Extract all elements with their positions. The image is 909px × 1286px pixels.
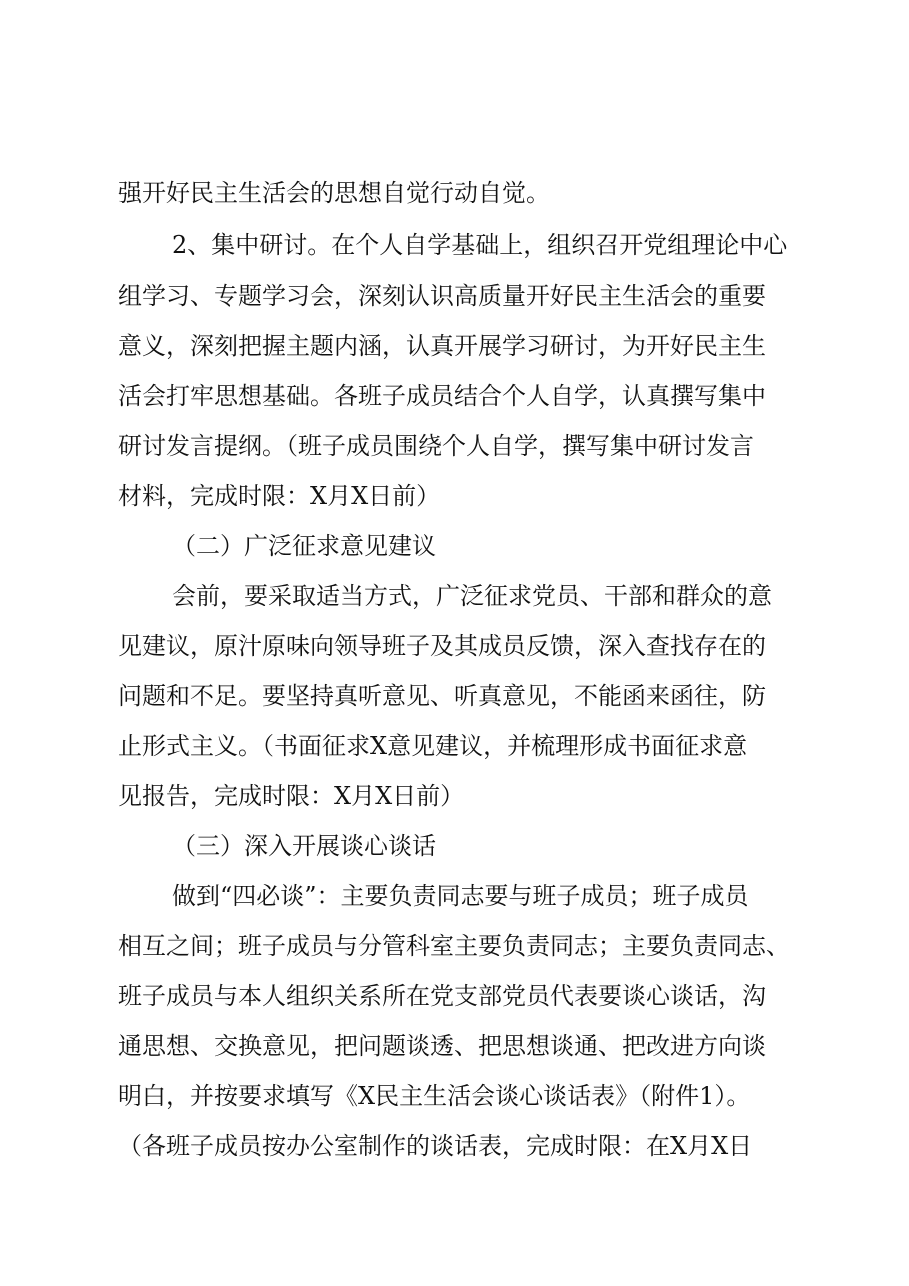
text-line (0, 1026, 909, 1066)
line-text: 组学习、专题学习会，深刻认识高质量开好民主生活会的重要 (118, 282, 766, 310)
text-line (0, 626, 909, 666)
text-line (0, 776, 909, 816)
text-line (0, 926, 909, 966)
text-line (0, 1076, 909, 1116)
text-line (0, 225, 909, 265)
text-line (0, 376, 909, 416)
line-text: 明白，并按要求填写《X民主生活会谈心谈话表》（附件1）。 (118, 1082, 751, 1110)
text-line (0, 426, 909, 466)
line-text: 2、集中研讨。在个人自学基础上，组织召开党组理论中心 (172, 231, 788, 259)
line-text: 会前，要采取适当方式，广泛征求党员、干部和群众的意 (172, 582, 772, 610)
line-text: 问题和不足。要坚持真听意见、听真意见，不能函来函往，防 (118, 682, 766, 710)
line-text: 通思想、交换意见，把问题谈透、把思想谈通、把改进方向谈 (118, 1032, 766, 1060)
heading-text: （二）广泛征求意见建议 (172, 532, 436, 560)
text-line (0, 326, 909, 366)
heading-text: （三）深入开展谈心谈话 (172, 832, 436, 860)
text-line (0, 173, 909, 213)
text-line (0, 1126, 909, 1166)
text-line (0, 276, 909, 316)
line-text: 材料，完成时限：X月X日前） (118, 482, 441, 510)
line-text: 相互之间；班子成员与分管科室主要负责同志；主要负责同志、 (118, 932, 790, 960)
line-text: 见建议，原汁原味向领导班子及其成员反馈，深入查找存在的 (118, 632, 766, 660)
line-text: 意义，深刻把握主题内涵，认真开展学习研讨，为开好民主生 (118, 332, 766, 360)
text-line (0, 576, 909, 616)
line-text: （各班子成员按办公室制作的谈话表，完成时限：在X月X日 (118, 1132, 753, 1160)
line-text: 研讨发言提纲。（班子成员围绕个人自学，撰写集中研讨发言 (118, 432, 754, 460)
line-text: 强开好民主生活会的思想自觉行动自觉。 (118, 179, 550, 207)
section-heading (0, 826, 909, 866)
section-heading (0, 526, 909, 566)
line-text: 止形式主义。（书面征求X意见建议，并梳理形成书面征求意 (118, 732, 748, 760)
line-text: 见报告，完成时限：X月X日前） (118, 782, 465, 810)
text-line (0, 726, 909, 766)
text-line (0, 676, 909, 716)
line-text: 活会打牢思想基础。各班子成员结合个人自学，认真撰写集中 (118, 382, 766, 410)
text-line (0, 976, 909, 1016)
line-text: 做到“四必谈”：主要负责同志要与班子成员；班子成员 (172, 882, 749, 910)
text-line (0, 476, 909, 516)
text-line (0, 876, 909, 916)
line-text: 班子成员与本人组织关系所在党支部党员代表要谈心谈话，沟 (118, 982, 766, 1010)
